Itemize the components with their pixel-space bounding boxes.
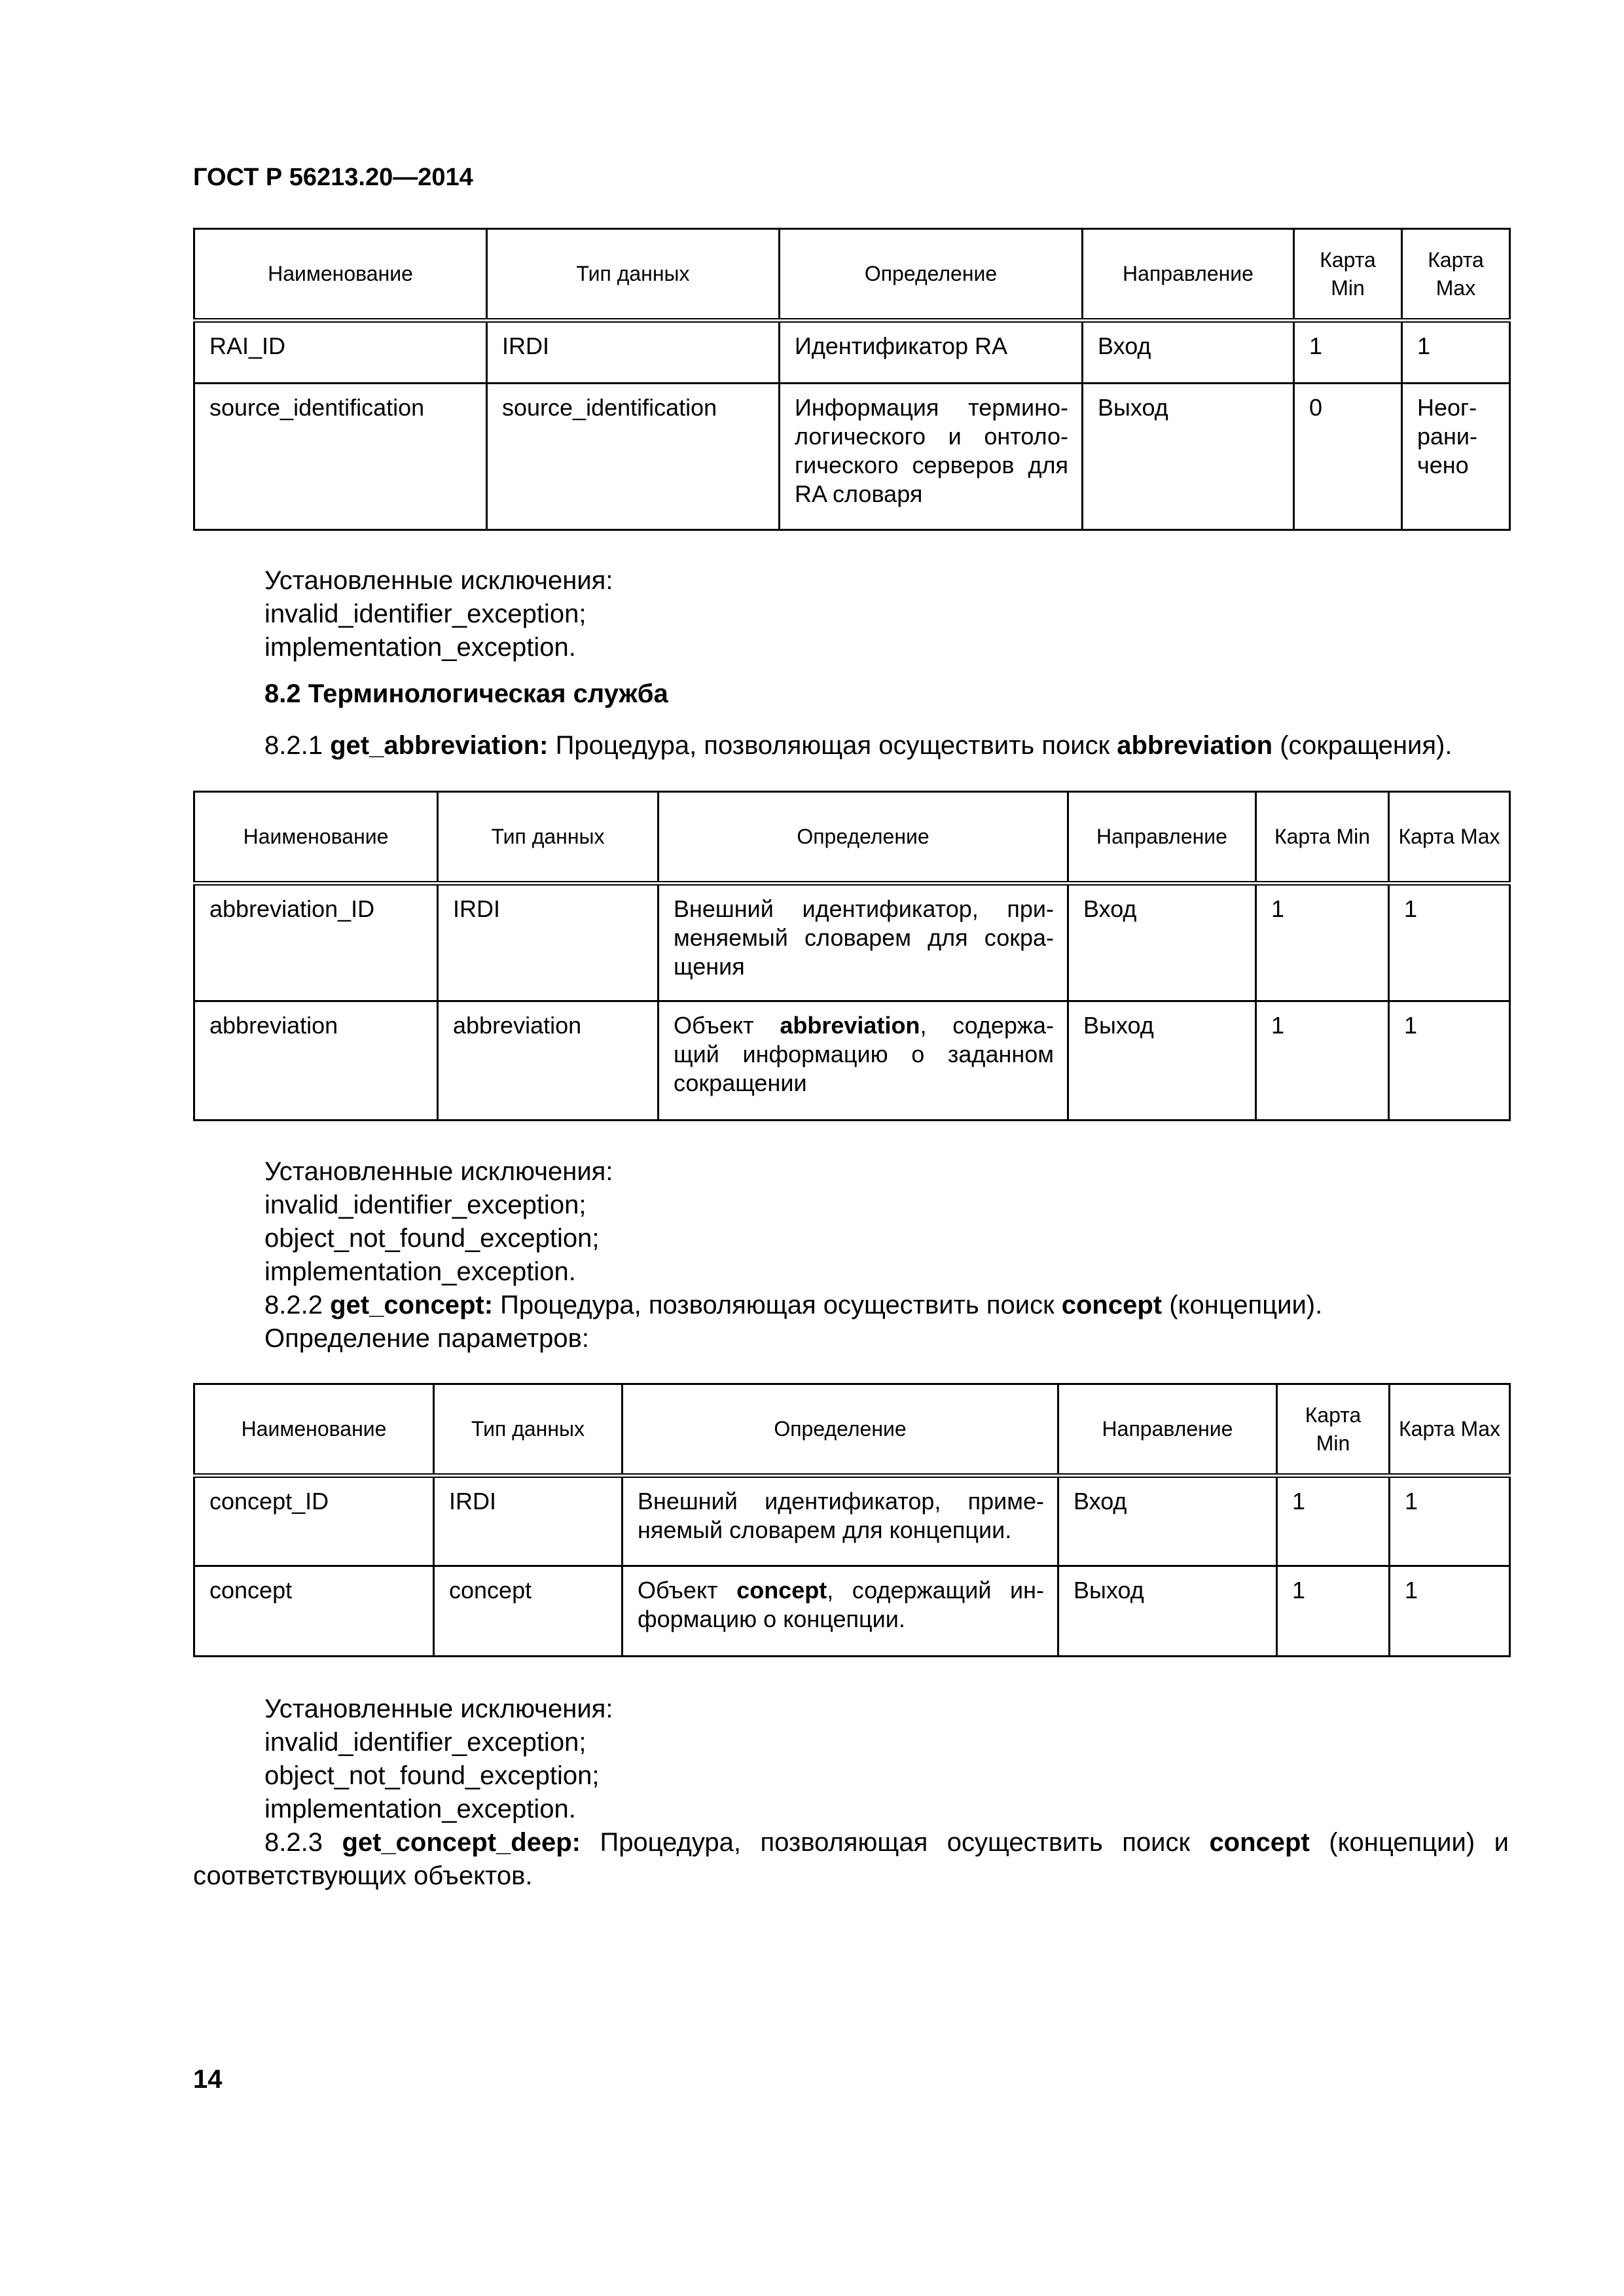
col-direction-header: Направление — [1058, 1384, 1277, 1476]
procedure-name: get_concept: — [330, 1291, 494, 1319]
exception-item: invalid_identifier_exception; — [264, 1728, 586, 1757]
cell-name: RAI_ID — [194, 321, 487, 384]
cell-definition — [623, 1566, 1058, 1657]
cell-direction: Вход — [1058, 1476, 1277, 1566]
exception-item: object_not_found_exception; — [264, 1761, 600, 1790]
params-label: Определение параметров: — [264, 1324, 590, 1353]
cell-type: IRDI — [434, 1476, 623, 1566]
procedure-name: get_concept_deep: — [342, 1828, 581, 1857]
paragraph-8-2-3 — [193, 1826, 1509, 1893]
document-header: ГОСТ Р 56213.20—2014 — [193, 164, 473, 191]
definition-text: Объект — [638, 1577, 718, 1604]
cell-min: 1 — [1277, 1476, 1390, 1566]
col-direction-header: Направление — [1068, 792, 1256, 884]
cell-direction: Выход — [1083, 384, 1294, 530]
cell-direction: Вход — [1068, 884, 1256, 1001]
para-text: (концепции). — [1169, 1291, 1323, 1319]
cell-type: IRDI — [438, 884, 659, 1001]
para-text: (сокращения). — [1280, 731, 1453, 760]
parameters-table-3 — [193, 1383, 1511, 1657]
cell-max: 1 — [1389, 884, 1510, 1001]
definition-object: concept — [736, 1577, 827, 1604]
exception-item: invalid_identifier_exception; — [264, 600, 586, 628]
object-name: concept — [1209, 1828, 1310, 1857]
cell-definition: Информация термино-логического и онтоло-гического серверов для RA словаря — [780, 384, 1083, 530]
table-header-row — [194, 229, 1510, 321]
cell-direction: Выход — [1058, 1566, 1277, 1657]
table-row — [194, 1476, 1510, 1566]
exceptions-block-1 — [264, 564, 613, 664]
cell-max: 1 — [1389, 1001, 1510, 1121]
col-max-header: Карта Max — [1402, 229, 1510, 321]
paragraph-8-2-1 — [264, 729, 1452, 762]
section-heading: 8.2 Терминологическая служба — [264, 679, 668, 708]
cell-max: Неог-рани-чено — [1402, 384, 1510, 530]
cell-name: source_identification — [194, 384, 487, 530]
col-name-header: Наименование — [194, 792, 438, 884]
table-row — [194, 1001, 1510, 1121]
exception-item: implementation_exception. — [264, 1795, 576, 1823]
para-number: 8.2.1 — [264, 731, 323, 760]
definition-text: , содержащий ин-формацию о концепции. — [638, 1577, 1044, 1632]
cell-min: 0 — [1294, 384, 1402, 530]
cell-definition — [659, 1001, 1068, 1121]
cell-max: 1 — [1402, 321, 1510, 384]
exceptions-block-2 — [264, 1155, 1322, 1355]
table-header-row — [194, 1384, 1510, 1476]
exceptions-title: Установленные исключения: — [264, 1695, 613, 1723]
table-row — [194, 884, 1510, 1001]
col-min-header: Карта Min — [1256, 792, 1389, 884]
cell-min: 1 — [1256, 884, 1389, 1001]
col-direction-header: Направление — [1083, 229, 1294, 321]
parameters-table-2 — [193, 791, 1511, 1121]
col-max-header: Карта Max — [1390, 1384, 1510, 1476]
parameters-table-1 — [193, 228, 1511, 531]
paragraph-8-2-2 — [264, 1289, 1322, 1322]
definition-text: , содержа-щий информацию о заданном сокращении — [674, 1012, 1054, 1096]
definition-text: Объект — [674, 1012, 754, 1039]
col-definition-header: Определение — [659, 792, 1068, 884]
object-name: concept — [1061, 1291, 1163, 1319]
page-number: 14 — [193, 2065, 223, 2094]
cell-name: abbreviation — [194, 1001, 438, 1121]
col-type-header: Тип данных — [438, 792, 659, 884]
col-definition-header: Определение — [623, 1384, 1058, 1476]
col-type-header: Тип данных — [487, 229, 780, 321]
object-name: abbreviation — [1117, 731, 1273, 760]
table-row — [194, 384, 1510, 530]
cell-direction: Выход — [1068, 1001, 1256, 1121]
definition-object: abbreviation — [780, 1012, 920, 1039]
cell-name: abbreviation_ID — [194, 884, 438, 1001]
cell-max: 1 — [1390, 1566, 1510, 1657]
exceptions-title: Установленные исключения: — [264, 1157, 613, 1186]
procedure-name: get_abbreviation: — [330, 731, 549, 760]
exceptions-block-3 — [264, 1693, 613, 1826]
cell-definition: Идентификатор RA — [780, 321, 1083, 384]
cell-min: 1 — [1294, 321, 1402, 384]
cell-definition: Внешний идентификатор, приме-няемый словарем для концепции. — [623, 1476, 1058, 1566]
col-definition-header: Определение — [780, 229, 1083, 321]
cell-max: 1 — [1390, 1476, 1510, 1566]
cell-direction: Вход — [1083, 321, 1294, 384]
para-number: 8.2.2 — [264, 1291, 323, 1319]
exception-item: invalid_identifier_exception; — [264, 1191, 586, 1219]
cell-definition: Внешний идентификатор, при-меняемый словарем для сокра-щения — [659, 884, 1068, 1001]
cell-type: concept — [434, 1566, 623, 1657]
para-text: (концепции) и соответствующих объектов. — [193, 1828, 1509, 1890]
cell-type: source_identification — [487, 384, 780, 530]
col-type-header: Тип данных — [434, 1384, 623, 1476]
table-row — [194, 321, 1510, 384]
table-row — [194, 1566, 1510, 1657]
exception-item: implementation_exception. — [264, 633, 576, 662]
col-max-header: Карта Max — [1389, 792, 1510, 884]
col-name-header: Наименование — [194, 229, 487, 321]
cell-type: IRDI — [487, 321, 780, 384]
col-min-header: Карта Min — [1277, 1384, 1390, 1476]
table-header-row — [194, 792, 1510, 884]
exception-item: implementation_exception. — [264, 1257, 576, 1286]
exceptions-title: Установленные исключения: — [264, 566, 613, 595]
cell-name: concept — [194, 1566, 434, 1657]
cell-min: 1 — [1277, 1566, 1390, 1657]
cell-name: concept_ID — [194, 1476, 434, 1566]
para-text: Процедура, позволяющая осуществить поиск — [600, 1828, 1190, 1857]
para-text: Процедура, позволяющая осуществить поиск — [555, 731, 1110, 760]
cell-min: 1 — [1256, 1001, 1389, 1121]
para-number: 8.2.3 — [264, 1828, 323, 1857]
cell-type: abbreviation — [438, 1001, 659, 1121]
exception-item: object_not_found_exception; — [264, 1224, 600, 1253]
para-text: Процедура, позволяющая осуществить поиск — [500, 1291, 1055, 1319]
col-min-header: Карта Min — [1294, 229, 1402, 321]
col-name-header: Наименование — [194, 1384, 434, 1476]
